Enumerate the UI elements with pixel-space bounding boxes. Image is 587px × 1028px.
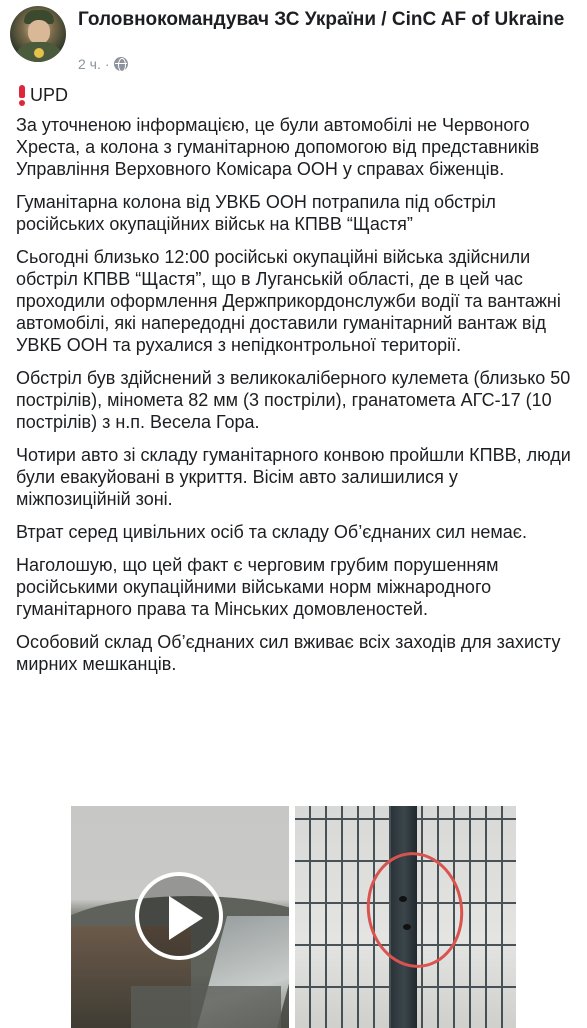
play-icon [169, 896, 203, 940]
red-exclamation-icon [16, 84, 28, 106]
post-header [8, 4, 583, 72]
post-paragraph-8: Особовий склад Об’єднаних сил вживає всіх заходів для захисту мирних мешканців. [16, 632, 561, 674]
upd-label: UPD [30, 85, 69, 105]
post-media [71, 806, 516, 1028]
post-paragraph-1: За уточненою інформацією, це були автомобілі не Червоного Хреста, а колона з гуманітарною допомогою від представників Управління Верховного Комісара ООН у справах біженців. [16, 115, 540, 179]
post-paragraph-2: Гуманітарна колона від УВКБ ООН потрапила під обстріл російських окупаційних військ на КПВВ “Щастя” [16, 192, 496, 234]
post-paragraph-3: Сьогодні близько 12:00 російські окупаційні війська здійснили обстріл КПВВ “Щастя”, що в Луганській області, де в цей час проходили оформлення Держприкордонслужби водії та вантажні автомобілі, які напередодні доставили гуманітарний вантаж від УВКБ ООН та рухалися з непідконтрольної території. [16, 247, 561, 355]
play-button[interactable] [135, 872, 223, 960]
author-name-link[interactable]: Головнокомандувач ЗС України / CinC AF of Ukraine [78, 9, 565, 30]
post-paragraph-4: Обстріл був здійснений з великокаліберного кулемета (близько 50 пострілів), міномета 82 мм (3 постріли), гранатомета АГС-17 (10 пострілів) з н.п. Весела Гора. [16, 368, 571, 432]
author-avatar[interactable] [10, 6, 66, 62]
fence-photo[interactable] [295, 806, 516, 1028]
post-paragraph-5: Чотири авто зі складу гуманітарного конвою пройшли КПВВ, люди були евакуйовані в укриття. Вісім авто залишилися у міжпозиційній зоні. [16, 445, 571, 509]
upd-line [16, 84, 576, 106]
post-meta [78, 56, 128, 72]
post-timestamp[interactable]: 2 ч. [78, 56, 101, 72]
post-body [16, 84, 576, 686]
globe-icon [114, 57, 128, 71]
video-thumbnail[interactable] [71, 806, 289, 1028]
post-paragraph-7: Наголошую, що цей факт є черговим грубим порушенням російськими окупаційними військами норм міжнародного гуманітарного права та Мінських домовленостей. [16, 555, 499, 619]
meta-separator: · [104, 56, 110, 72]
post-paragraph-6: Втрат серед цивільних осіб та складу Об’єднаних сил немає. [16, 522, 527, 542]
